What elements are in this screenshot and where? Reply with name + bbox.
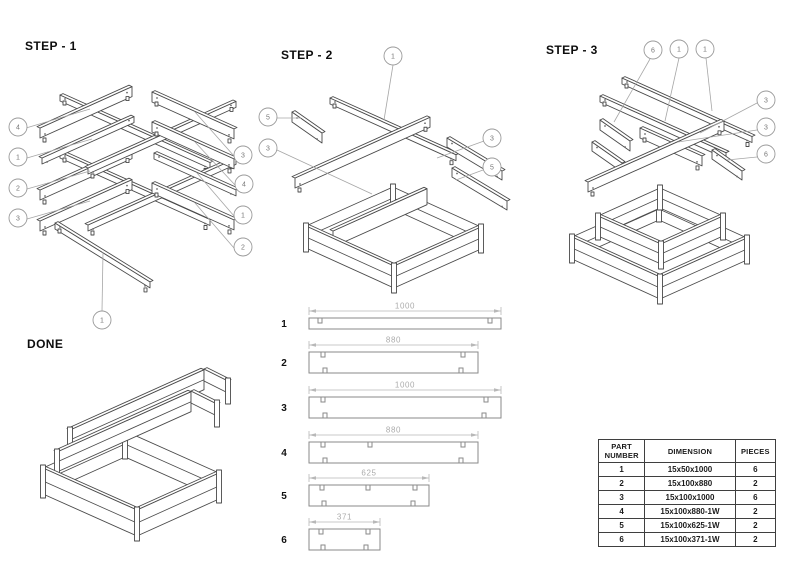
dimension-arrow — [471, 433, 478, 437]
notch-tab — [718, 131, 721, 135]
callout-label: 1 — [16, 154, 20, 162]
done-diagram — [41, 368, 232, 541]
dimension-arrow — [309, 520, 316, 524]
table-cell: 1 — [599, 463, 645, 477]
table-cell: 2 — [735, 505, 775, 519]
dimension-arrow — [309, 433, 316, 437]
table-cell: 15x100x1000 — [645, 491, 735, 505]
table-cell: 15x50x1000 — [645, 463, 735, 477]
screw-dot — [716, 155, 718, 157]
corner-post — [658, 185, 663, 210]
table-row — [599, 533, 776, 547]
dimension-arrow — [309, 343, 316, 347]
notch-tab — [204, 226, 207, 230]
screw-dot — [450, 158, 452, 160]
dimension-arrow — [494, 309, 501, 313]
notch-tab — [230, 107, 233, 111]
part-profile-row — [281, 426, 478, 464]
dimension-label: 625 — [361, 468, 377, 478]
step-3-diagram — [570, 40, 776, 304]
callout-label: 2 — [241, 244, 245, 252]
dimension-arrow — [309, 309, 316, 313]
corner-post — [570, 234, 575, 263]
callout-label: 4 — [242, 181, 246, 189]
notch-tab — [155, 193, 158, 197]
leader-line — [384, 65, 393, 120]
table-cell: 6 — [599, 533, 645, 547]
callout-label: 6 — [764, 151, 768, 159]
screw-dot — [316, 138, 318, 140]
part-profile-board — [309, 318, 501, 329]
screw-dot — [44, 195, 46, 197]
screw-dot — [230, 105, 232, 107]
screw-dot — [46, 161, 48, 163]
corner-post — [226, 378, 231, 404]
table-cell: 3 — [599, 491, 645, 505]
screw-dot — [228, 134, 230, 136]
corner-post — [658, 274, 663, 304]
notch-tab — [144, 288, 147, 292]
board-face — [88, 101, 236, 174]
callout-label: 3 — [764, 124, 768, 132]
screw-dot — [496, 176, 498, 178]
table-cell: 15x100x880-1W — [645, 505, 735, 519]
corner-post — [41, 465, 46, 498]
table-cell: 15x100x371-1W — [645, 533, 735, 547]
col-header-dimension: DIMENSION — [645, 440, 735, 463]
board-top — [330, 97, 459, 155]
notch-tab — [696, 166, 699, 170]
screw-dot — [64, 98, 66, 100]
notch-tab — [424, 127, 427, 131]
screw-dot — [92, 228, 94, 230]
screw-dot — [592, 187, 594, 189]
table-cell: 6 — [735, 463, 775, 477]
notch-tab — [63, 101, 66, 105]
step-2-title: STEP - 2 — [281, 48, 333, 62]
dimension-arrow — [373, 520, 380, 524]
part-number: 2 — [281, 358, 287, 369]
screw-dot — [59, 226, 61, 228]
table-cell: 15x100x880 — [645, 477, 735, 491]
screw-dot — [718, 126, 720, 128]
board-top — [55, 222, 153, 282]
notch-tab — [333, 104, 336, 108]
callout-label: 3 — [241, 152, 245, 160]
callout-label: 1 — [703, 46, 707, 54]
notch-tab — [126, 159, 129, 163]
corner-post — [721, 213, 726, 240]
screw-dot — [156, 127, 158, 129]
notch-tab — [298, 188, 301, 192]
screw-dot — [128, 120, 130, 122]
notch-tab — [126, 97, 129, 101]
part-profile-row — [281, 513, 380, 551]
screw-dot — [126, 185, 128, 187]
dimension-arrow — [309, 476, 316, 480]
table-cell: 6 — [735, 491, 775, 505]
part-profile-row — [281, 302, 501, 331]
table-row — [599, 463, 776, 477]
callout-label: 3 — [764, 97, 768, 105]
callout-label: 1 — [677, 46, 681, 54]
screw-dot — [64, 155, 66, 157]
screw-dot — [144, 285, 146, 287]
callout-label: 2 — [16, 185, 20, 193]
screw-dot — [736, 176, 738, 178]
screw-dot — [204, 166, 206, 168]
corner-post — [479, 224, 484, 253]
corner-post — [596, 213, 601, 240]
notch-tab — [43, 138, 46, 142]
notch-tab — [643, 138, 646, 142]
corner-post — [392, 263, 397, 293]
notch-tab — [228, 230, 231, 234]
table-row — [599, 505, 776, 519]
screw-dot — [44, 133, 46, 135]
screw-dot — [334, 101, 336, 103]
done-title: DONE — [27, 337, 64, 351]
corner-post — [659, 241, 664, 269]
part-profile-board — [309, 442, 478, 463]
dimension-label: 1000 — [394, 301, 416, 311]
callout-label: 1 — [100, 317, 104, 325]
part-number: 1 — [281, 319, 287, 330]
table-header-row — [599, 440, 776, 463]
corner-post — [135, 507, 140, 541]
screw-dot — [644, 133, 646, 135]
table-cell: 4 — [599, 505, 645, 519]
dimension-label: 371 — [336, 512, 353, 522]
step-3-title: STEP - 3 — [546, 43, 598, 57]
notch-tab — [43, 231, 46, 235]
col-header-pieces: PIECES — [735, 440, 775, 463]
table-row — [599, 519, 776, 533]
screw-dot — [92, 171, 94, 173]
notch-tab — [63, 158, 66, 162]
callout-label: 5 — [266, 114, 270, 122]
part-profile-row — [281, 336, 478, 374]
notch-tab — [91, 174, 94, 178]
leader-line — [665, 58, 679, 121]
screw-dot — [501, 206, 503, 208]
screw-dot — [596, 147, 598, 149]
screw-dot — [299, 183, 301, 185]
step-1-title: STEP - 1 — [25, 39, 77, 53]
screw-dot — [626, 81, 628, 83]
screw-dot — [156, 97, 158, 99]
screw-dot — [228, 225, 230, 227]
corner-post — [745, 235, 750, 264]
notch-tab — [591, 192, 594, 196]
callout-label: 1 — [391, 53, 395, 61]
screw-dot — [158, 156, 160, 158]
notch-tab — [228, 169, 231, 173]
corner-post — [217, 470, 222, 503]
screw-dot — [624, 146, 626, 148]
board-face — [152, 183, 234, 230]
part-number: 4 — [281, 448, 287, 459]
table-cell: 2 — [735, 533, 775, 547]
screw-dot — [604, 125, 606, 127]
dimension-arrow — [471, 343, 478, 347]
dimension-label: 1000 — [394, 380, 416, 390]
screw-dot — [44, 226, 46, 228]
dimension-label: 880 — [385, 335, 402, 345]
table-row — [599, 477, 776, 491]
step-2-diagram — [259, 47, 510, 293]
parts-profile-list — [281, 302, 501, 551]
dimension-label: 880 — [385, 425, 402, 435]
corner-post — [215, 400, 220, 427]
notch-tab — [155, 102, 158, 106]
table-row — [599, 491, 776, 505]
corner-post — [304, 223, 309, 252]
parts-table-body — [599, 463, 776, 547]
dimension-arrow — [422, 476, 429, 480]
notch-tab — [746, 143, 749, 147]
notch-tab — [228, 139, 231, 143]
table-cell: 15x100x625-1W — [645, 519, 735, 533]
notch-tab — [155, 132, 158, 136]
part-profile-row — [281, 381, 501, 419]
leader-line — [727, 157, 757, 160]
screw-dot — [451, 143, 453, 145]
callout-label: 5 — [490, 164, 494, 172]
part-number: 6 — [281, 535, 287, 546]
notch-tab — [450, 161, 453, 165]
screw-dot — [604, 99, 606, 101]
callout-label: 4 — [16, 124, 20, 132]
screw-dot — [228, 164, 230, 166]
screw-dot — [156, 188, 158, 190]
callout-label: 3 — [16, 215, 20, 223]
leader-line — [706, 58, 712, 111]
callout-label: 1 — [241, 212, 245, 220]
notch-tab — [625, 84, 628, 88]
part-profile-board — [309, 529, 380, 550]
callout-label: 3 — [490, 135, 494, 143]
screw-dot — [126, 92, 128, 94]
board-face — [40, 87, 132, 138]
table-cell: 2 — [735, 519, 775, 533]
step-1-diagram — [9, 85, 253, 329]
table-cell: 2 — [599, 477, 645, 491]
callout-label: 6 — [651, 47, 655, 55]
screw-dot — [230, 193, 232, 195]
notch-tab — [58, 229, 61, 233]
board-face — [60, 152, 210, 226]
table-cell: 5 — [599, 519, 645, 533]
part-number: 5 — [281, 491, 287, 502]
part-profile-board — [309, 397, 501, 418]
notch-tab — [126, 190, 129, 194]
parts-table — [598, 439, 776, 547]
callout-label: 3 — [266, 145, 270, 153]
screw-dot — [456, 173, 458, 175]
screw-dot — [204, 223, 206, 225]
notch-tab — [43, 200, 46, 204]
screw-dot — [424, 122, 426, 124]
notch-tab — [91, 231, 94, 235]
dimension-arrow — [494, 388, 501, 392]
col-header-part-number: PART NUMBER — [599, 440, 645, 463]
part-profile-row — [281, 469, 429, 507]
part-number: 3 — [281, 403, 287, 414]
screw-dot — [696, 161, 698, 163]
dimension-arrow — [309, 388, 316, 392]
screw-dot — [746, 140, 748, 142]
notch-tab — [603, 102, 606, 106]
part-profile-board — [309, 352, 478, 373]
leader-line — [102, 252, 103, 311]
table-cell: 2 — [735, 477, 775, 491]
